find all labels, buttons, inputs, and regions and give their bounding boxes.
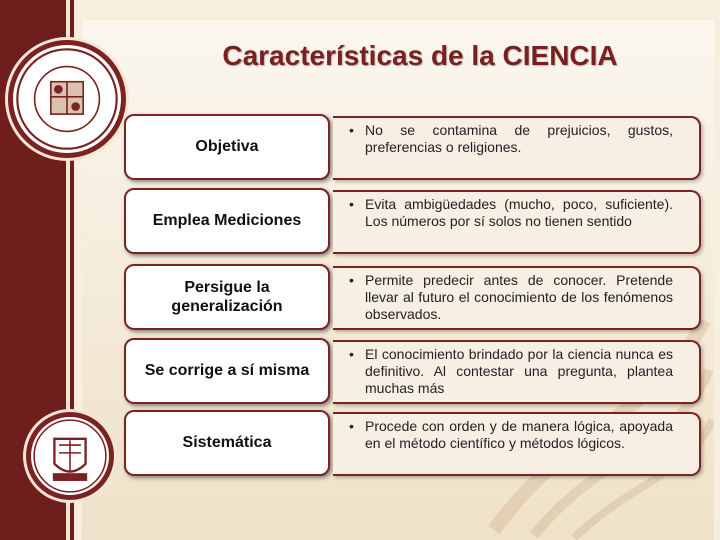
characteristic-description [333, 412, 701, 476]
characteristic-description [333, 266, 701, 330]
bullet-icon: • [349, 418, 354, 434]
slide-title: Características de la CIENCIA [222, 40, 618, 71]
characteristic-row-sistematica [0, 410, 720, 480]
description-text: No se contamina de prejuicios, gustos, preferencias o religiones. [365, 122, 673, 155]
characteristic-row-se-corrige [0, 338, 720, 408]
bullet-icon: • [349, 272, 354, 288]
description-text: El conocimiento brindado por la ciencia nunca es definitivo. Al contestar una pregunta, plantea muchas más [365, 346, 673, 396]
characteristic-label: Emplea Mediciones [124, 188, 330, 254]
bullet-icon: • [349, 196, 354, 212]
characteristic-label: Sistemática [124, 410, 330, 476]
characteristic-description [333, 340, 701, 404]
description-text: Permite predecir antes de conocer. Pretende llevar al futuro el conocimiento de los fenómenos observados. [365, 272, 673, 322]
bullet-icon: • [349, 346, 354, 362]
characteristic-label: Objetiva [124, 114, 330, 180]
description-text: Procede con orden y de manera lógica, apoyada en el método científico y métodos lógicos. [365, 418, 673, 451]
bullet-icon: • [349, 122, 354, 138]
characteristic-row-emplea-mediciones [0, 188, 720, 258]
characteristic-label: Persigue la generalización [124, 264, 330, 330]
characteristic-label: Se corrige a sí misma [124, 338, 330, 404]
description-text: Evita ambigüedades (mucho, poco, suficiente). Los números por sí solos no tienen sentido [365, 196, 673, 229]
characteristic-row-objetiva [0, 114, 720, 184]
characteristic-row-persigue-generalizacion [0, 264, 720, 334]
characteristic-description [333, 116, 701, 180]
characteristic-description [333, 190, 701, 254]
